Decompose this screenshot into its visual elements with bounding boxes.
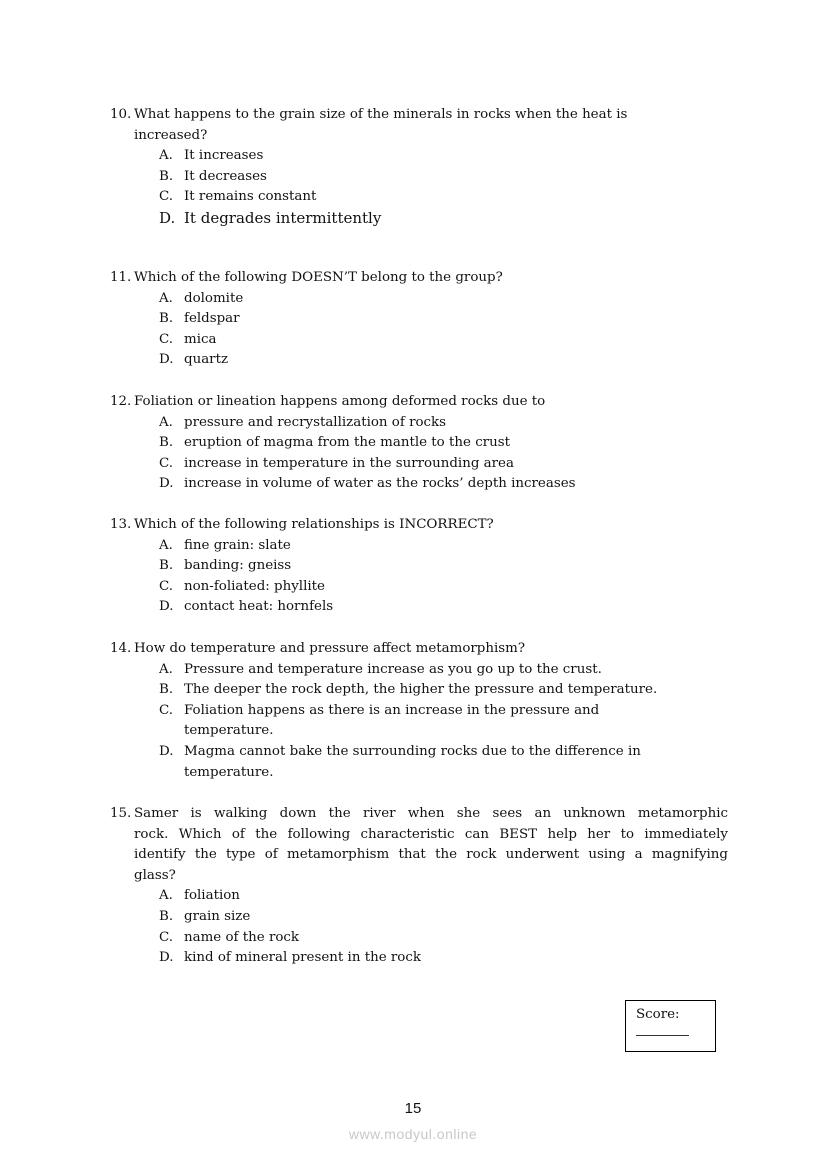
option-text: pressure and recrystallization of rocks	[184, 414, 447, 430]
option-text-cont: temperature.	[184, 723, 274, 739]
option-a	[110, 146, 728, 167]
option-letter: D.	[159, 950, 174, 966]
option-a	[110, 289, 728, 310]
question-line	[110, 804, 728, 825]
question-text: What happens to the grain size of the minerals in rocks when the heat is	[134, 107, 628, 122]
option-letter: D.	[159, 476, 174, 492]
option-text: Foliation happens as there is an increase in the pressure and	[184, 702, 600, 718]
option-letter: B.	[159, 682, 174, 698]
option-letter: A.	[159, 537, 173, 553]
option-a	[110, 536, 728, 557]
option-b	[110, 907, 728, 928]
question-text: How do temperature and pressure affect metamorphism?	[134, 641, 526, 656]
option-text: kind of mineral present in the rock	[184, 950, 421, 966]
option-text: increase in volume of water as the rocks’ depth increases	[184, 476, 576, 492]
option-a	[110, 413, 728, 434]
option-text: dolomite	[184, 290, 244, 306]
option-text: name of the rock	[184, 929, 300, 945]
question-line	[110, 825, 728, 846]
option-letter: A.	[159, 148, 173, 164]
question-number: 11.	[110, 270, 132, 285]
question-number: 14.	[110, 641, 132, 656]
option-letter: C.	[159, 702, 174, 718]
option-text: eruption of magma from the mantle to the crust	[184, 435, 510, 451]
option-text: foliation	[184, 888, 240, 904]
question-number: 13.	[110, 517, 132, 532]
score-label: Score:	[636, 1007, 680, 1022]
option-d	[110, 474, 728, 495]
option-d	[110, 350, 728, 371]
question-line	[110, 126, 728, 147]
question-line	[110, 392, 728, 413]
question-text: glass?	[134, 867, 176, 883]
question-line	[110, 515, 728, 536]
question-12	[110, 392, 728, 495]
option-text: It decreases	[184, 168, 267, 184]
option-c	[110, 928, 728, 949]
question-text: Which of the following DOESN’T belong to the group?	[134, 270, 503, 285]
option-text: Pressure and temperature increase as you go up to the crust.	[184, 661, 602, 677]
option-letter: A.	[159, 290, 173, 306]
option-b	[110, 167, 728, 188]
question-14	[110, 639, 728, 783]
option-d	[110, 597, 728, 618]
option-text: non-foliated: phyllite	[184, 578, 325, 594]
option-text: contact heat: hornfels	[184, 599, 334, 615]
option-d	[110, 208, 728, 229]
option-letter: A.	[159, 661, 173, 677]
option-c	[110, 577, 728, 598]
option-d	[110, 948, 728, 969]
option-text: banding: gneiss	[184, 558, 292, 574]
option-letter: D.	[159, 208, 176, 227]
question-10	[110, 105, 728, 229]
question-text: increased?	[134, 127, 208, 143]
question-text: Foliation or lineation happens among deformed rocks due to	[134, 394, 546, 409]
option-letter: C.	[159, 929, 174, 945]
question-13	[110, 515, 728, 618]
option-text: grain size	[184, 908, 251, 924]
question-line	[110, 639, 728, 660]
option-d	[110, 742, 728, 763]
option-letter: D.	[159, 599, 174, 615]
question-11	[110, 268, 728, 371]
option-b	[110, 556, 728, 577]
option-text: fine grain: slate	[184, 537, 291, 553]
option-letter: D.	[159, 352, 174, 368]
question-text: identify the type of metamorphism that the rock underwent using a magnifying	[134, 847, 728, 863]
option-letter: C.	[159, 189, 174, 205]
option-b	[110, 680, 728, 701]
question-15	[110, 804, 728, 969]
option-text: mica	[184, 331, 217, 347]
option-b	[110, 433, 728, 454]
option-letter: A.	[159, 414, 173, 430]
question-number: 10.	[110, 107, 132, 122]
score-blank	[636, 1035, 689, 1036]
option-text: quartz	[184, 352, 229, 368]
question-text: Samer is walking down the river when she sees an unknown metamorphic	[134, 806, 728, 821]
option-text: Magma cannot bake the surrounding rocks due to the difference in	[184, 743, 641, 759]
option-a	[110, 660, 728, 681]
option-text: The deeper the rock depth, the higher the pressure and temperature.	[184, 682, 658, 698]
option-letter: B.	[159, 168, 174, 184]
question-number: 15.	[110, 806, 132, 821]
option-text: It remains constant	[184, 189, 317, 205]
option-letter: C.	[159, 331, 174, 347]
question-text: rock. Which of the following characteristic can BEST help her to immediately	[134, 826, 728, 842]
option-c	[110, 454, 728, 475]
question-line	[110, 866, 728, 887]
question-number: 12.	[110, 394, 132, 409]
option-letter: C.	[159, 578, 174, 594]
page-number: 15	[404, 1100, 422, 1117]
option-text: It degrades intermittently	[184, 208, 382, 227]
option-letter: B.	[159, 908, 174, 924]
option-letter: C.	[159, 455, 174, 471]
option-c	[110, 330, 728, 351]
option-letter: B.	[159, 435, 174, 451]
option-continuation	[110, 763, 728, 784]
option-text: increase in temperature in the surrounding area	[184, 455, 514, 471]
option-letter: B.	[159, 558, 174, 574]
question-line	[110, 845, 728, 866]
option-continuation	[110, 721, 728, 742]
option-text-cont: temperature.	[184, 764, 274, 780]
option-c	[110, 701, 728, 722]
option-letter: D.	[159, 743, 174, 759]
option-text: It increases	[184, 148, 264, 164]
question-line	[110, 105, 728, 126]
option-c	[110, 187, 728, 208]
option-text: feldspar	[184, 311, 240, 327]
option-letter: B.	[159, 311, 174, 327]
question-text: Which of the following relationships is INCORRECT?	[134, 517, 494, 532]
question-line	[110, 268, 728, 289]
option-a	[110, 886, 728, 907]
option-b	[110, 309, 728, 330]
watermark: www.modyul.online	[348, 1126, 478, 1142]
option-letter: A.	[159, 888, 173, 904]
score-box	[625, 1000, 716, 1052]
